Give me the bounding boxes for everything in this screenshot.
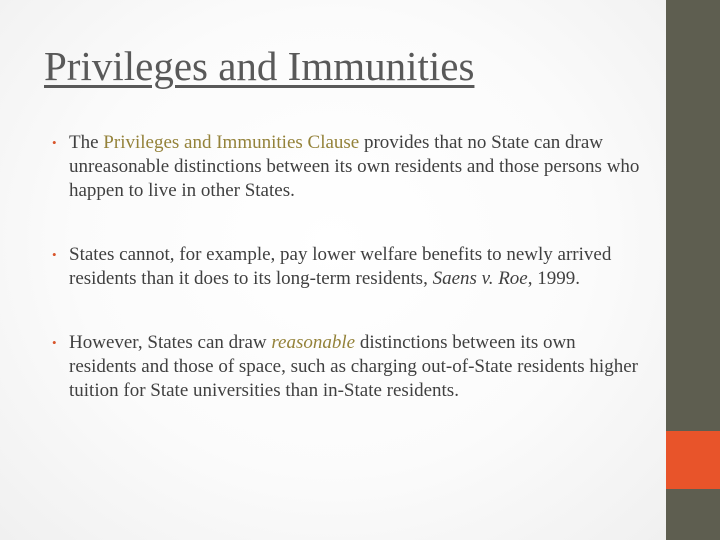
bullet-text: distinctions between its own residents and those of space, such as charging out-of-State residents higher tuition for State universities than in-State residents. — [69, 332, 638, 401]
highlighted-term: reasonable — [271, 332, 356, 353]
bullet-text: , 1999. — [527, 268, 580, 289]
sidebar-dark-block — [666, 0, 720, 431]
case-name: Saens v. Roe — [432, 268, 528, 289]
bullet-list — [52, 131, 642, 403]
bullet-marker: • — [52, 335, 57, 350]
bullet-item — [52, 331, 642, 403]
sidebar-accent-block — [666, 431, 720, 489]
bullet-marker: • — [52, 247, 57, 262]
bullet-text: The — [69, 132, 104, 153]
highlighted-term: Privileges and Immunities Clause — [103, 132, 360, 153]
right-sidebar-bar — [666, 0, 720, 540]
bullet-marker: • — [52, 135, 57, 150]
sidebar-dark-block-bottom — [666, 489, 720, 540]
bullet-item — [52, 243, 642, 291]
bullet-text: However, States can draw — [69, 332, 272, 353]
bullet-text: provides that no State can draw unreasonable distinctions between its own residents and those persons who happen to live in other States. — [69, 132, 640, 201]
slide-title: Privileges and Immunities — [44, 43, 475, 89]
bullet-text: States cannot, for example, pay lower welfare benefits to newly arrived residents than it does to its long-term residents, — [69, 244, 612, 289]
bullet-item — [52, 131, 642, 203]
